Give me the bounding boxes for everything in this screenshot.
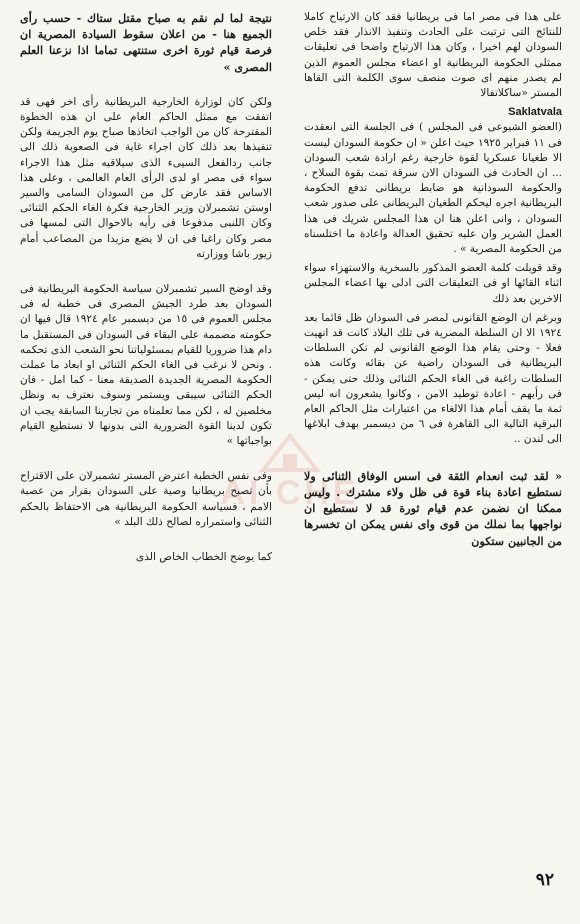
- paragraph: ولكن كان لوزارة الخارجية البريطانية رأى اخر فهى قد اتفقت مع ممثل الحاكم العام على ان هذه الخطوة المقترحة كان من الواجب اتخاذها صباح يوم الجريمة ولكن تنفيذها بعد ذلك كان اجراء غاية فى الصعوبة ذلك الى جانب ردالفعل السيىء الذى سيلاقيه مثل هذا الاجراء سواء فى مصر او لدى الرأى العام العالمى ، وعلى هذا الاساس فقد عارض كل من السودان السامى والسير اوستن تشمبرلان وزير الخارجية فكرة الغاء الحكم الثنائى وكان اللنبى مدفوعا فى رأيه بالاحوال التى لمسها فى مصر وكان راغبا فى ان لا يضع مزيدا من المصاعب أمام زيور باشا ووزارته: [20, 95, 272, 260]
- paragraph: وبرغم ان الوضع القانونى لمصر فى السودان ظل قائما بعد ١٩٢٤ الا ان السلطة المصرية فى تلك البلاد كانت قد انهيت فعلا - وحتى يقام هذا الوضع القانونى لم تكن السلطات البريطانية فى السودان راضية عن بقائه وكانت هذه السلطات راغبة فى الغاء الحكم الثنائى وذلك حتى يمكن - فى رأيهم - اعادة توطيد الامن ، وكانوا يشعرون انه ليس ثمة ما يقف أمام هذا الالغاء من اعتبارات مثل الحاكم العام البرقية التالية الى القاهرة فى ٦ من ديسمبر بهدف ابلاغها الى لندن ..: [304, 311, 562, 446]
- latin-name: Saklatvala: [508, 106, 562, 119]
- paragraph: (العضو الشيوعى فى المجلس ) فى الجلسة التى انعقدت فى ١١ فبراير ١٩٢٥ حيث اعلن « ان حكومة السودان ليست الا طغيانا عسكريا لقوة خارجية رغم ارادة شعب السودان ... ان الحادث فى السودان الان سرقة تمت بقوة السلاح ، والحكومة السودانية هو ضابط بريطانى تدفع الحكومة البريطانية اجره ليحكم الطغيان البريطانى على صدور شعب السودان ، وانى اعلن هنا ان هذا المجلس شريك فى هذا العمل الشرير وان عليه تحقيق العدالة واعادة ما اختلسناه من الحكومة المصرية » .: [304, 121, 562, 256]
- quote-bold: نتيجة لما لم نقم به صباح مقتل ستاك - حسب رأى الجميع هنا - من اعلان سقوط السيادة المصرية ان فرصة قيام ثورة اخرى ستنتهى تماما اذا نزعنا العلم المصرى »: [20, 11, 272, 74]
- paragraph: كما يوضح الخطاب الخاص الذى: [135, 551, 272, 564]
- paragraph: وقد قوبلت كلمة العضو المذكور بالسخرية والاستهزاء سواء اثناء القائها او فى التعليقات التى ادلى بها اعضاء المجلس الاخرين بعد ذلك: [304, 262, 562, 305]
- left-column: [20, 10, 272, 864]
- quote-bold: « لقد ثبت انعدام الثقة فى اسس الوفاق الثنائى ولا نستطيع اعادة بناء قوة فى ظل ولاء مشترك . وليس ممكنا ان نضمن عدم قيام ثورة قد لا نستطيع ان نواجهها بما نملك من قوى واى نفس يمكن ان تخسرها من الجانبين ستكون: [304, 468, 562, 548]
- page-number: ٩٢: [535, 870, 554, 890]
- paragraph: وفى نفس الخطبة اعترض المستر تشمبرلان على الاقتراح بأن تصبح بريطانيا وصية على السودان بقرار من عصبة الامم ، فسياسة الحكومة البريطانية هى الاحتفاظ بالحكم الثنائى واستمراره لصالح ذلك البلد »: [20, 470, 272, 528]
- paragraph: وقد اوضح السير تشمبرلان سياسة الحكومة البريطانية فى السودان بعد طرد الجيش المصرى فى خطبة له فى مجلس العموم فى ١٥ من ديسمبر عام ١٩٢٤ قال فيها ان حكومته مصممة على البقاء فى السودان فى المستقبل ما دام هذا ضروريا للقيام بمسئولياتنا نحو الشعب الذى تحكمه . ونحن لا نرغب فى الغاء الحكم الثنائى او ابعاد ما عملت الحكومة المصرية الجديدة الصديقة معنا - كما امل - فان الحكم الثنائى سيبقى ويستمر وسوف نعترف به ونظل مخلصين له ، لكن مما تعلمناه من تجاربنا السابقة يجب ان تكون لدينا القوة الضرورية التى بدونها لا نستطيع القيام بواجباتها »: [20, 283, 272, 448]
- watermark-text: AI CHE: [220, 474, 360, 512]
- paragraph: على هذا فى مصر اما فى بريطانيا فقد كان الارتياح كاملا للنتائج التى ترتبت على الحادث وتنفيذ الانذار فقد خلص السودان لهم اخيرا ، وكان هذا الارتياح واضحا فى تعليقات ممثلى الحكومة البريطانية او اعضاء مجلس العموم الذين لم يصدر منهم اى صوت منصف سوى الكلمة التى القاها المستر «ساكلاتفالا: [304, 11, 562, 100]
- right-column: [304, 10, 562, 864]
